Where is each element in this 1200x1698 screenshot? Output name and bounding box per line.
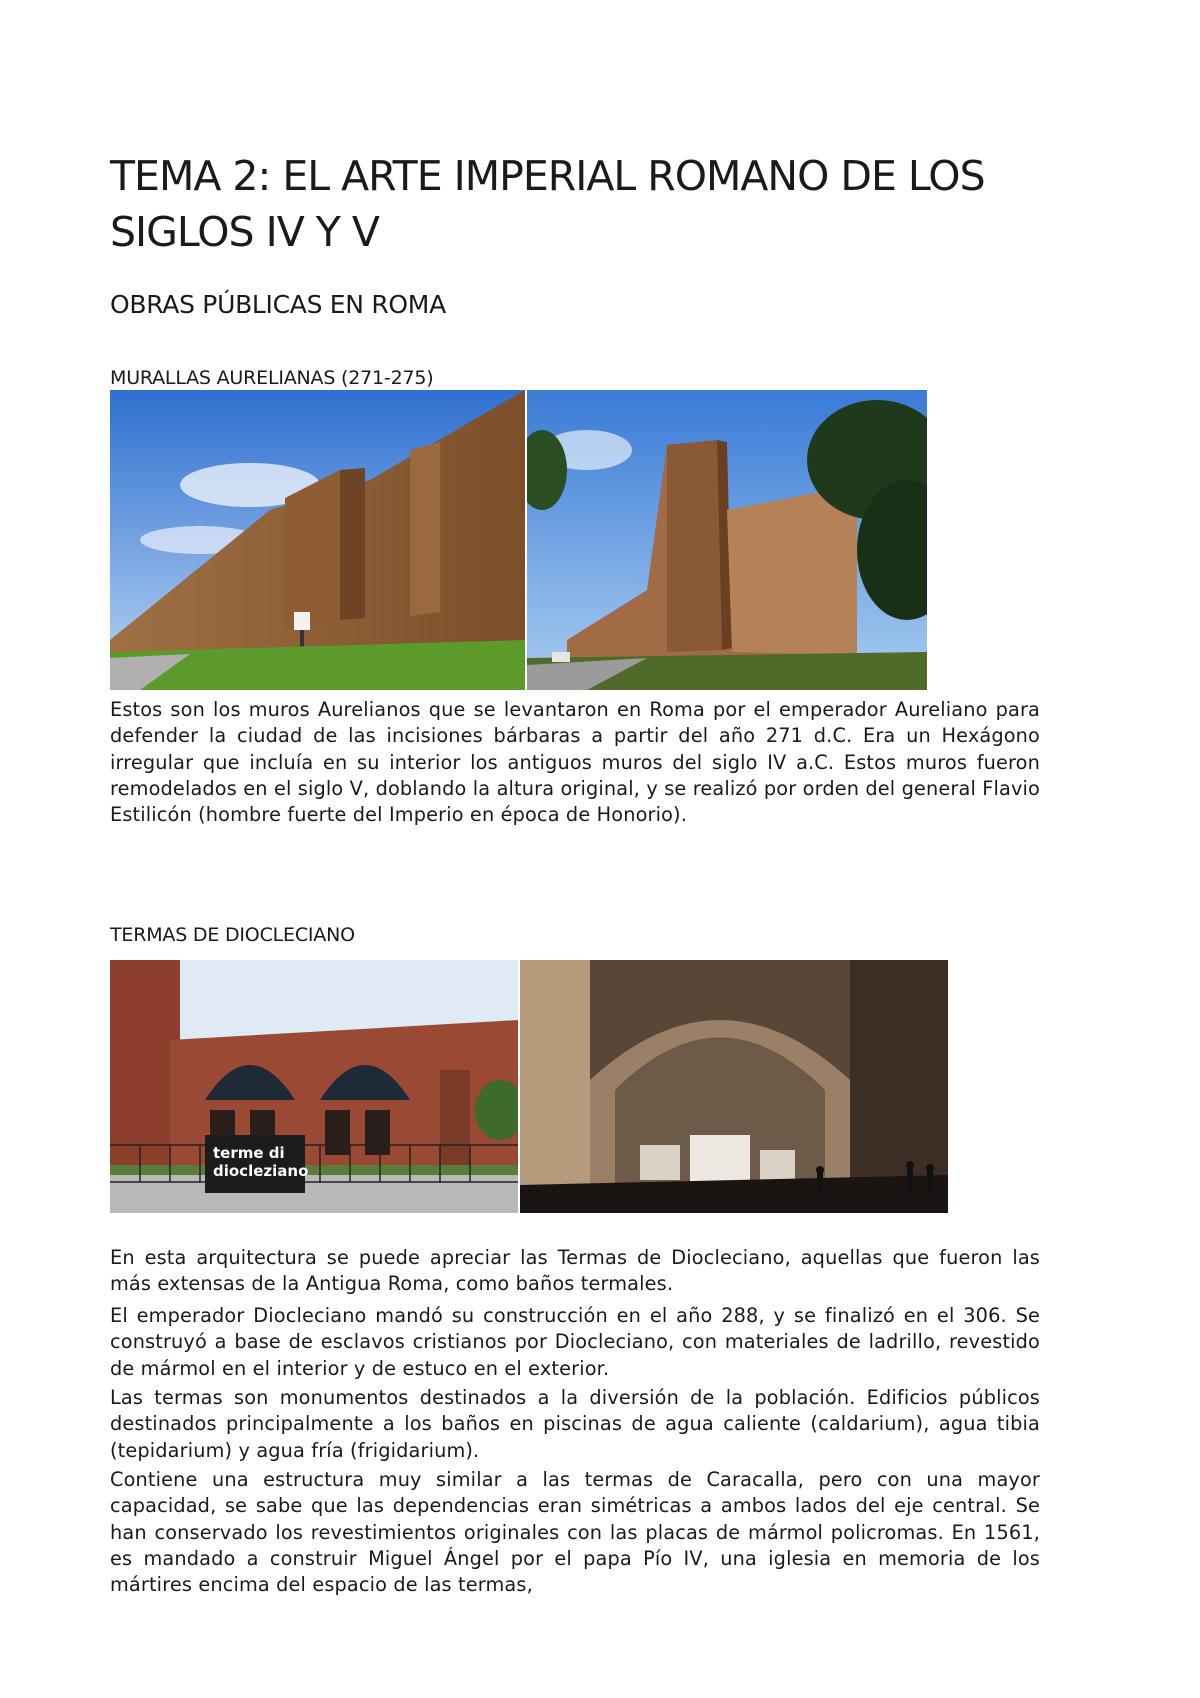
termas-heading: TERMAS DE DIOCLECIANO — [110, 924, 355, 946]
section-heading: OBRAS PÚBLICAS EN ROMA — [110, 290, 446, 319]
termas-paragraph-3: Las termas son monumentos destinados a la diversión de la población. Edificios públicos destinados principalmente a los baños en piscinas de agua caliente (caldarium), agua tibia (tepidarium) y agua fría (frigidarium). — [110, 1386, 1040, 1462]
page-title: TEMA 2: EL ARTE IMPERIAL ROMANO DE LOS SIGLOS IV Y V — [110, 152, 985, 256]
photo-baths-exterior — [110, 960, 518, 1213]
photo-baths-interior — [520, 960, 948, 1213]
termas-paragraph-2: El emperador Diocleciano mandó su construcción en el año 288, y se finalizó en el 306. Se construyó a base de esclavos cristianos por Diocleciano, con materiales de ladrillo, revestido de mármol en el interior y de estuco en el exterior. — [110, 1304, 1040, 1380]
termas-paragraph-4: Contiene una estructura muy similar a las termas de Caracalla, pero con una mayor capacidad, se sabe que las dependencias eran simétricas a ambos lados del eje central. Se han conservado los revestimientos originales con las placas de mármol policromas. En 1561, es mandado a construir Miguel Ángel por el papa Pío IV, una iglesia en memoria de los mártires encima del espacio de las termas, — [110, 1468, 1040, 1597]
sign-line-1: terme di — [213, 1144, 285, 1162]
murallas-paragraph: Estos son los muros Aurelianos que se levantaron en Roma por el emperador Aureliano para defender la ciudad de las incisiones bárbaras a partir del año 271 d.C. Era un Hexágono irregular que incluía en su interior los antiguos muros del siglo IV a.C. Estos muros fueron remodelados en el siglo V, doblando la altura original, y se realizó por orden del general Flavio Estilicón (hombre fuerte del Imperio en época de Honorio). — [110, 698, 1040, 827]
termas-paragraph-1: En esta arquitectura se puede apreciar las Termas de Diocleciano, aquellas que fueron las más extensas de la Antigua Roma, como baños termales. — [110, 1246, 1040, 1296]
photo-aurelian-walls-left — [110, 390, 525, 690]
photo-aurelian-walls-right — [527, 390, 927, 690]
sign-line-2: diocleziano — [213, 1162, 309, 1180]
murallas-heading: MURALLAS AURELIANAS (271-275) — [110, 367, 434, 389]
